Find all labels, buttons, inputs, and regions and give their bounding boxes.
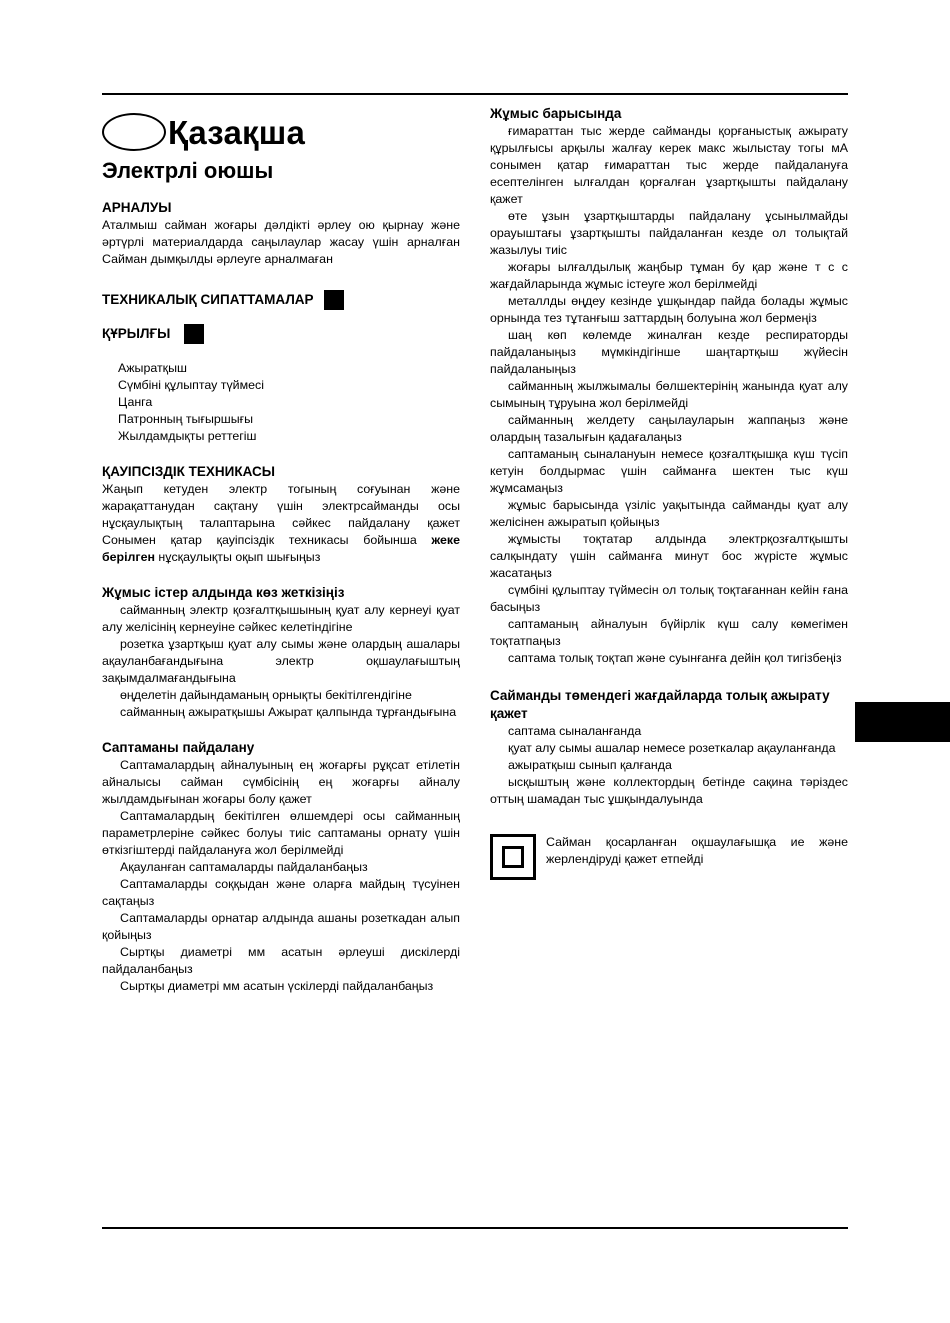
purpose-heading: АРНАЛУЫ (102, 200, 172, 215)
list-item: саптаманың айналуын бүйірлік күш салу көмегімен тоқтатпаңыз (490, 617, 848, 648)
list-item: ажыратқыш сынып қалғанда (508, 758, 672, 772)
list-item: Сүмбіні құлыптау түймесі (118, 378, 264, 392)
list-item: жұмысты тоқтатар алдында электрқозғалтқышты салқындату үшін сайманға минут бос жүрісте жұмыс жасатаңыз (490, 532, 848, 580)
safety-text (102, 481, 460, 566)
tool-use-heading: Саптаманы пайдалану (102, 740, 255, 755)
list-item: сүмбіні құлыптау түймесін ол толық тоқтағаннан кейін ғана басыңыз (490, 583, 848, 614)
double-insulation-note (490, 834, 848, 880)
list-item: өте ұзын ұзартқыштарды пайдалану ұсынылмайды орауыштағы ұзартқышты пайдаланған кезде ол толықтай жазылуы тиіс (490, 209, 848, 257)
purpose-section (102, 199, 460, 268)
technical-section (102, 290, 460, 310)
language-header (102, 110, 460, 154)
tool-use-section (102, 739, 460, 995)
list-item: жұмыс барысында үзіліс уақытында сайманды қуат алу желісінен ажыратып қойыңыз (490, 498, 848, 529)
list-item: Саптамаларды соққыдан және оларға майдың түсуінен сақтаңыз (102, 877, 460, 908)
list-item: сайманның желдету саңылауларын жаппаңыз және олардың тазалығын қадағалаңыз (490, 413, 848, 444)
list-item: Саптамаларды орнатар алдында ашаны розеткадан алып қойыңыз (102, 911, 460, 942)
safety-text-bold: жеке берілген (102, 533, 460, 564)
insulation-text: Сайман қосарланған оқшаулағышқа ие және жерлендіруді қажет етпейді (546, 835, 848, 866)
black-square-icon (184, 324, 204, 344)
list-item: Сыртқы диаметрі мм асатын үскілерді пайдаланбаңыз (120, 979, 434, 993)
list-item: розетка ұзартқыш қуат алу сымы және олардың ашалары ақауланбағандығына электр оқшаулағыштың зақымдалмағандығына (102, 637, 460, 685)
safety-text-start: Жаңып кетуден электр тогының соғуынан және жарақаттанудан сақтану үшін электрсайманды осы нұсқаулықтың талаптарына сәйкес пайдалану қажет Сонымен қатар қауіпсіздік техникасы бойынша (102, 482, 460, 547)
list-item: Ажыратқыш (118, 361, 187, 375)
technical-heading-label: ТЕХНИКАЛЫҚ СИПАТТАМАЛАР (102, 292, 314, 307)
list-item: сайманның жылжымалы бөлшектерінің жанында қуат алу сымының тұруына жол берілмейді (490, 379, 848, 410)
device-heading-label: ҚҰРЫЛҒЫ (102, 326, 171, 341)
list-item: сайманның электр қозғалтқышының қуат алу кернеуі қуат алу желісінің кернеуіне сәйкес келетіндігіне (102, 603, 460, 634)
list-item: Цанга (118, 395, 153, 409)
list-item: жоғары ылғалдылық жаңбыр тұман бу қар және т с с жағдайларында жұмыс істеуге жол берілмейді (490, 260, 848, 291)
list-item: саптама сыналанғанда (508, 724, 642, 738)
double-insulation-icon (490, 834, 536, 880)
list-item: шаң көп көлемде жиналған кезде респираторды пайдаланыңыз мүмкіндігінше шаңтартқыш жүйесін пайдаланыңыз (490, 328, 848, 376)
list-item: Ақауланған саптамаларды пайдаланбаңыз (120, 860, 368, 874)
during-work-heading: Жұмыс барысында (490, 106, 622, 121)
list-item: қуат алу сымы ашалар немесе розеткалар ақауланғанда (508, 741, 836, 755)
list-item: Саптамалардың айналуының ең жоғарғы рұқсат етілетін айналысы сайман сүмбісінің ең жоғарғы айналу жылдамдығынан жоғары болу қажет (102, 758, 460, 806)
technical-heading (102, 290, 460, 310)
oval-icon (102, 113, 166, 151)
list-item: ғимараттан тыс жерде сайманды қорғаныстық ажырату құрылғысы арқылы жалғау керек макс жылыстау тогы мА сонымен қатар ғимараттан тыс жерде пайдалануға есептелінген ылғалдан қорғалған ұзартқышты пайдалану қажет (490, 124, 848, 206)
list-item: сайманның ажыратқышы Ажырат қалпында тұрғандығына (120, 705, 457, 719)
left-column (102, 110, 460, 995)
during-work-section (490, 105, 848, 667)
disconnect-heading: Сайманды төмендегі жағдайларда толық ажырату қажет (490, 688, 830, 721)
list-item: саптама толық тоқтап және суынғанға дейін қол тигізбеңіз (508, 651, 842, 665)
device-heading (102, 324, 460, 344)
before-work-heading: Жұмыс істер алдында көз жеткізіңіз (102, 585, 345, 600)
list-item: өңделетін дайындаманың орнықты бекітілгендігіне (120, 688, 412, 702)
disconnect-section (490, 687, 848, 808)
before-work-section (102, 584, 460, 721)
device-list (118, 360, 460, 445)
safety-heading: ҚАУІПСІЗДІК ТЕХНИКАСЫ (102, 464, 275, 479)
list-item: Патронның тығыршығы (118, 412, 254, 426)
language-title: Қазақша (168, 113, 305, 151)
list-item: металлды өңдеу кезінде ұшқындар пайда болады жұмыс орнында тез тұтанғыш заттардың болуына жол бермеңіз (490, 294, 848, 325)
black-square-icon (324, 290, 344, 310)
safety-section (102, 463, 460, 566)
product-title: Электрлі оюшы (102, 158, 274, 183)
top-rule (102, 93, 848, 95)
bottom-rule (102, 1227, 848, 1229)
right-column (490, 105, 848, 880)
language-tab-marker (855, 702, 950, 742)
list-item: Жылдамдықты реттегіш (118, 429, 257, 443)
list-item: Саптамалардың бекітілген өлшемдері осы сайманның параметрлеріне сәйкес болуы тиіс саптаманы орнату үшін өткізгіштерді пайдалануға жол берілмейді (102, 809, 460, 857)
safety-text-end: нұсқаулықты оқып шығыңыз (154, 550, 321, 564)
device-section (102, 324, 460, 445)
purpose-text: Аталмыш сайман жоғары дәлдікті әрлеу ою қырнау және әртүрлі материалдарда саңылаулар жасау үшін арналған Сайман дымқылды әрлеуге арналмаған (102, 218, 460, 266)
list-item: Сыртқы диаметрі мм асатын әрлеуші дискілерді пайдаланбаңыз (102, 945, 460, 976)
list-item: ысқыштың және коллектордың бетінде сақина тәріздес оттың шамадан тыс ұшқындалуында (490, 775, 848, 806)
list-item: саптаманың сыналануын немесе қозғалтқышқа күш түсіп кетуін болдырмас үшін сайманға шектен тыс күш жұмсамаңыз (490, 447, 848, 495)
